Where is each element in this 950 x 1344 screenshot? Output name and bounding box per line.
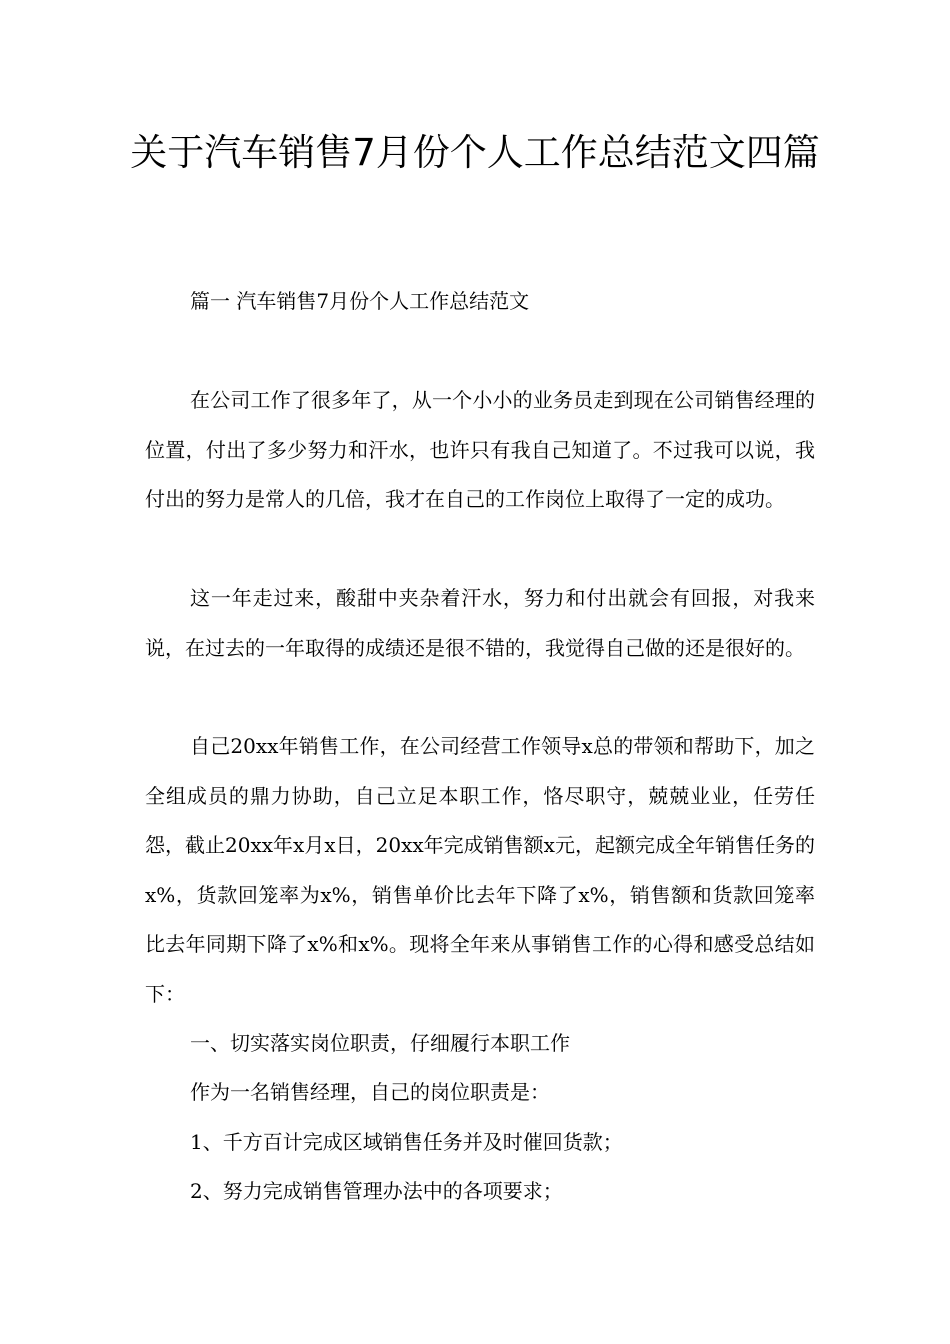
- paragraph-4: 作为一名销售经理，自己的岗位职责是：: [190, 1080, 550, 1104]
- paragraph-2: 这一年走过来，酸甜中夹杂着汗水，努力和付出就会有回报，对我来说，在过去的一年取得的成绩还是很不错的，我觉得自己做的还是很好的。: [145, 586, 815, 660]
- document-title: 关于汽车销售7月份个人工作总结范文四篇: [130, 131, 820, 174]
- subsection-heading: 一、切实落实岗位职责，仔细履行本职工作: [190, 1031, 570, 1055]
- section-heading: 篇一 汽车销售7月份个人工作总结范文: [190, 289, 530, 313]
- paragraph-1: 在公司工作了很多年了，从一个小小的业务员走到现在公司销售经理的位置，付出了多少努力和汗水，也许只有我自己知道了。不过我可以说，我付出的努力是常人的几倍，我才在自己的工作岗位上取得了一定的成功。: [145, 388, 815, 511]
- paragraph-3: 自己20xx年销售工作，在公司经营工作领导x总的带领和帮助下，加之全组成员的鼎力协助，自己立足本职工作，恪尽职守，兢兢业业，任劳任怨，截止20xx年x月x日，20xx年完成销售额x元，起额完成全年销售任务的x%，货款回笼率为x%，销售单价比去年下降了x%，销售额和货款回笼率比去年同期下降了x%和x%。现将全年来从事销售工作的心得和感受总结如下：: [145, 734, 815, 1006]
- list-item-2: 2、努力完成销售管理办法中的各项要求；: [190, 1179, 563, 1203]
- list-item-1: 1、千方百计完成区域销售任务并及时催回货款；: [190, 1130, 623, 1154]
